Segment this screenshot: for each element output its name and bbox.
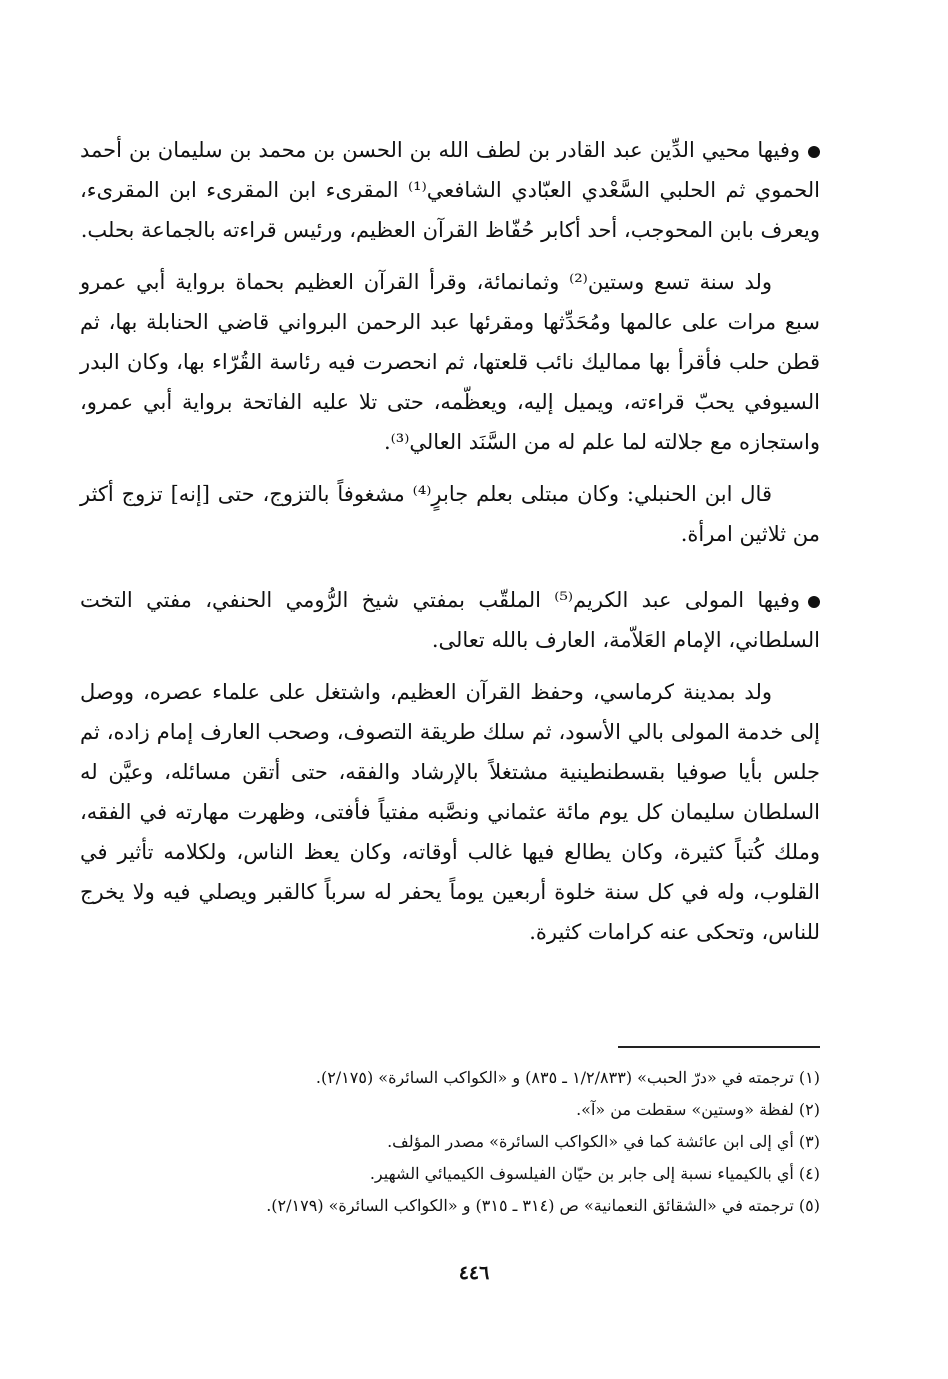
footnote-4: (٤) أي بالكيمياء نسبة إلى جابر بن حيّان الفيلسوف الكيميائي الشهير. — [369, 1164, 820, 1183]
bullet-icon — [808, 146, 820, 158]
page-number: ٤٤٦ — [458, 1262, 490, 1284]
paragraph-1 — [80, 130, 820, 250]
footnote-2: (٢) لفظة «وستين» سقطت من «آ». — [576, 1100, 820, 1119]
bullet-icon — [808, 596, 820, 608]
paragraph-4-text: وفيها المولى عبد الكريم⁽⁵⁾ الملقّب بمفتي شيخ الرُّومي الحنفي، مفتي التخت السلطاني، الإمام العَلاّمة، العارف بالله تعالى. — [80, 588, 820, 652]
paragraph-2: ولد سنة تسع وستين⁽²⁾ وثمانمائة، وقرأ القرآن العظيم بحماة برواية أبي عمرو سبع مرات على عالمها ومُحَدِّثها ومقرئها عبد الرحمن البرواني قاضي الحنابلة بها، ثم قطن حلب فأقرأ بها مماليك نائب قلعتها، ثم انحصرت فيه رئاسة القُرّاء بها، وكان البدر السيوفي يحبّ قراءته، ويميل إليه، ويعظّمه، حتى تلا عليه الفاتحة برواية أبي عمرو، واستجازه مع جلالته لما علم له من السَّنَد العالي⁽³⁾. — [80, 270, 820, 454]
footnotes — [80, 1062, 820, 1222]
footnote-3: (٣) أي إلى ابن عائشة كما في «الكواكب السائرة» مصدر المؤلف. — [387, 1132, 820, 1151]
paragraph-5: ولد بمدينة كرماسي، وحفظ القرآن العظيم، واشتغل على علماء عصره، ووصل إلى خدمة المولى بالي الأسود، ثم سلك طريقة التصوف، وصحب العارف إمام زاده، ثم جلس بأيا صوفيا بقسطنطينية مشتغلاً بالإرشاد والفقه، حتى أتقن مسائله، وعيَّن له السلطان سليمان كل يوم مائة عثماني ونصَّبه مفتياً فأفتى، وظهرت مهارته في الفقه، وملك كُتباً كثيرة، وكان يطالع فيها غالب أوقاته، وكان يعظ الناس، ولكلامه تأثير في القلوب، وله في كل سنة خلوة أربعين يوماً يحفر له سرباً كالقبر ويصلي فيه ولا يخرج للناس، وتحكى عنه كرامات كثيرة. — [80, 680, 820, 944]
footnote-5: (٥) ترجمته في «الشقائق النعمانية» ص (٣١٤ ـ ٣١٥) و «الكواكب السائرة» (٢/١٧٩). — [266, 1196, 820, 1215]
main-text — [80, 130, 820, 964]
footnote-1: (١) ترجمته في «درّ الحبب» (١/٢/٨٣٣ ـ ٨٣٥) و «الكواكب السائرة» (٢/١٧٥). — [315, 1068, 820, 1087]
paragraph-4 — [80, 580, 820, 660]
paragraph-3: قال ابن الحنبلي: وكان مبتلى بعلم جابرٍ⁽⁴⁾ مشغوفاً بالتزوج، حتى [إنه] تزوج أكثر من ثلاثين امرأة. — [80, 482, 820, 546]
footnote-divider — [618, 1046, 820, 1048]
paragraph-1-text: وفيها محيي الدِّين عبد القادر بن لطف الله بن الحسن بن محمد بن سليمان بن أحمد الحموي ثم الحلبي السَّعْدي العبّادي الشافعي⁽¹⁾ المقرىء ابن المقرىء ابن المقرىء، ويعرف بابن المحوجب، أحد أكابر حُفّاظ القرآن العظيم، ورئيس قراءته بالجماعة بحلب. — [80, 138, 821, 242]
